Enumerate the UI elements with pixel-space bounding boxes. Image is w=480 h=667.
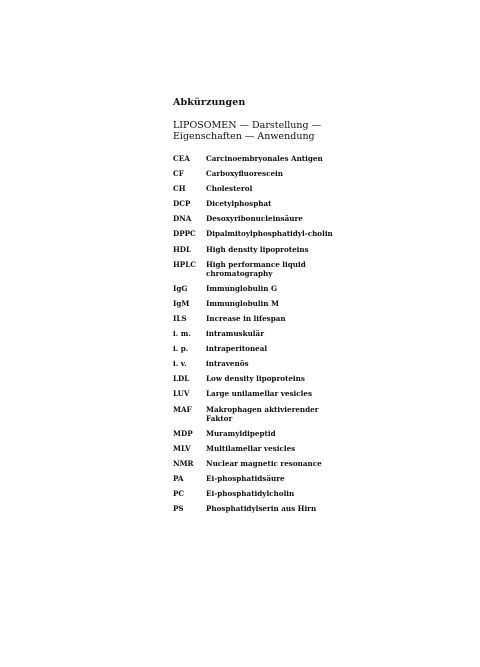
abbreviation-row — [173, 214, 343, 223]
abbreviation-meaning: Ei-phosphatidylcholin — [206, 488, 295, 498]
abbreviation-row — [173, 229, 343, 238]
page-heading: Abkürzungen — [173, 97, 246, 108]
subtitle-line-2: Eigenschaften — Anwendung — [173, 130, 315, 142]
abbreviation-row — [173, 284, 343, 293]
abbreviation-meaning: Makrophagen aktivierender Faktor — [206, 404, 319, 423]
abbreviation-term: NMR — [173, 458, 194, 468]
abbreviation-row — [173, 405, 343, 423]
abbreviation-meaning: Multilamellar vesicles — [206, 443, 296, 453]
abbreviation-meaning: Muramyldipeptid — [206, 428, 276, 438]
abbreviation-term: DNA — [173, 214, 192, 224]
abbreviation-row — [173, 344, 343, 353]
abbreviation-term: MAF — [173, 404, 192, 414]
abbreviation-row — [173, 184, 343, 193]
abbreviation-term: DCP — [173, 199, 191, 209]
abbreviation-term: i. m. — [173, 329, 191, 339]
abbreviation-term: MLV — [173, 443, 191, 453]
abbreviation-row — [173, 199, 343, 208]
abbreviation-meaning: Increase in lifespan — [206, 313, 286, 323]
abbreviation-row — [173, 429, 343, 438]
abbreviation-list — [173, 154, 343, 519]
abbreviation-term: LUV — [173, 389, 190, 399]
abbreviation-meaning: intravenös — [206, 359, 249, 369]
abbreviation-row — [173, 329, 343, 338]
abbreviation-row — [173, 260, 343, 278]
abbreviation-meaning: Cholesterol — [206, 184, 253, 194]
abbreviation-meaning: High density lipoproteins — [206, 244, 309, 254]
abbreviation-row — [173, 299, 343, 308]
abbreviation-meaning: Ei-phosphatidsäure — [206, 473, 285, 483]
abbreviation-row — [173, 169, 343, 178]
abbreviation-meaning: intraperitoneal — [206, 344, 268, 354]
abbreviation-meaning: Immunglobulin G — [206, 283, 278, 293]
subtitle-line-1: LIPOSOMEN — Darstellung — — [173, 120, 322, 131]
abbreviation-term: CH — [173, 184, 186, 194]
abbreviation-term: PA — [173, 473, 184, 483]
abbreviation-meaning: Large unilamellar vesicles — [206, 389, 313, 399]
abbreviation-meaning: High performance liquid chromatography — [206, 259, 306, 278]
abbreviation-meaning: Desoxyribonucleinsäure — [206, 214, 303, 224]
abbreviation-meaning: Low density lipoproteins — [206, 374, 305, 384]
abbreviation-row — [173, 359, 343, 368]
abbreviation-meaning: Carboxyfluorescein — [206, 169, 284, 179]
abbreviation-meaning: Nuclear magnetic resonance — [206, 458, 322, 468]
abbreviation-term: CF — [173, 169, 184, 179]
abbreviation-meaning: Dipalmitoylphosphatidyl-cholin — [206, 229, 333, 239]
abbreviation-term: HDL — [173, 244, 192, 254]
abbreviation-row — [173, 474, 343, 483]
abbreviation-row — [173, 504, 343, 513]
abbreviation-row — [173, 245, 343, 254]
abbreviation-term: IgG — [173, 283, 188, 293]
abbreviation-row — [173, 314, 343, 323]
abbreviation-meaning: intramuskulär — [206, 329, 264, 339]
abbreviation-term: DPPC — [173, 229, 196, 239]
abbreviation-row — [173, 154, 343, 163]
abbreviation-term: PC — [173, 488, 185, 498]
abbreviation-term: CEA — [173, 154, 190, 163]
abbreviation-meaning: Dicetylphosphat — [206, 199, 272, 209]
abbreviation-row — [173, 444, 343, 453]
abbreviation-term: IgM — [173, 298, 190, 308]
abbreviation-meaning: Phosphatidylserin aus Hirn — [206, 504, 317, 514]
book-subtitle — [173, 121, 333, 142]
abbreviation-meaning: Carcinoembryonales Antigen — [206, 154, 323, 163]
abbreviation-term: PS — [173, 504, 184, 514]
abbreviation-term: i. v. — [173, 359, 187, 369]
abbreviation-term: i. p. — [173, 344, 189, 354]
abbreviation-row — [173, 489, 343, 498]
abbreviation-row — [173, 459, 343, 468]
abbreviation-term: HPLC — [173, 259, 196, 269]
abbreviation-term: MDP — [173, 428, 193, 438]
abbreviation-row — [173, 389, 343, 398]
abbreviation-term: ILS — [173, 313, 187, 323]
abbreviation-meaning: Immunglobulin M — [206, 298, 279, 308]
abbreviation-row — [173, 374, 343, 383]
abbreviation-term: LDL — [173, 374, 190, 384]
